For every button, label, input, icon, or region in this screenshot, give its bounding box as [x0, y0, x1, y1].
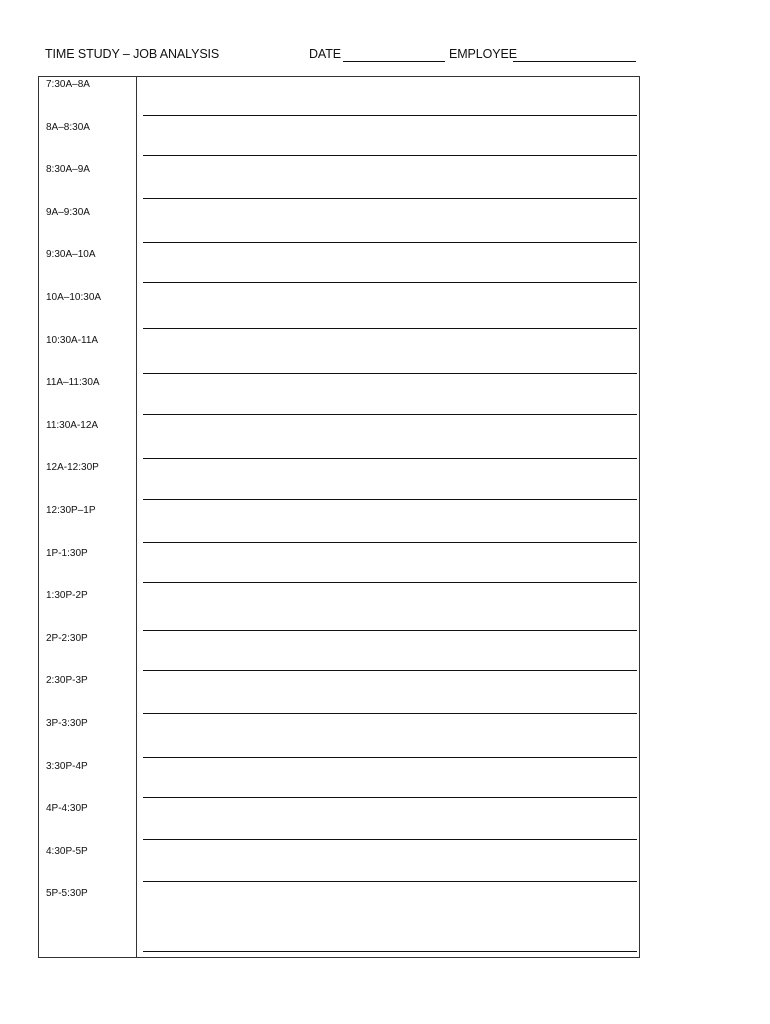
- time-slot-label: 8A–8:30A: [46, 121, 90, 133]
- entry-line[interactable]: [143, 115, 637, 116]
- entry-line[interactable]: [143, 155, 637, 156]
- time-slot-label: 11:30A-12A: [46, 419, 99, 431]
- column-divider: [136, 77, 137, 957]
- date-label: DATE: [309, 47, 342, 61]
- entry-line[interactable]: [143, 670, 637, 671]
- form-title: TIME STUDY – JOB ANALYSIS: [45, 47, 220, 61]
- entry-line[interactable]: [143, 414, 637, 415]
- date-field[interactable]: [343, 61, 445, 62]
- entry-line[interactable]: [143, 713, 637, 714]
- time-slot-label: 10:30A-11A: [46, 334, 99, 346]
- time-slot-label: 2P-2:30P: [46, 632, 88, 644]
- entry-line[interactable]: [143, 499, 637, 500]
- time-slot-label: 8:30A–9A: [46, 164, 90, 176]
- time-slot-label: 3:30P-4P: [46, 760, 88, 772]
- time-slot-label: 4P-4:30P: [46, 803, 88, 815]
- time-slot-label: 7:30A–8A: [46, 79, 90, 90]
- time-slot-label: 10A–10:30A: [46, 292, 102, 303]
- time-slot-label: 1P-1:30P: [46, 547, 88, 559]
- entry-line[interactable]: [143, 881, 637, 882]
- entry-line[interactable]: [143, 458, 637, 459]
- time-slot-label: 9A–9:30A: [46, 206, 90, 218]
- time-slot-label: 1:30P-2P: [46, 590, 88, 602]
- time-slot-label: 2:30P-3P: [46, 675, 88, 687]
- entry-line[interactable]: [143, 757, 637, 758]
- time-slot-label: 9:30A–10A: [46, 249, 96, 261]
- time-slot-label: 11A–11:30A: [46, 377, 100, 389]
- time-slot-label: 12:30P–1P: [46, 505, 96, 516]
- entry-line[interactable]: [143, 242, 637, 243]
- entry-line[interactable]: [143, 582, 637, 583]
- employee-label: EMPLOYEE: [449, 47, 517, 61]
- entry-line[interactable]: [143, 198, 637, 199]
- entry-line[interactable]: [143, 797, 637, 798]
- time-slot-label: 5P-5:30P: [46, 888, 88, 900]
- entry-line[interactable]: [143, 282, 637, 283]
- entry-line[interactable]: [143, 630, 637, 631]
- time-slot-label: 12A-12:30P: [46, 462, 99, 474]
- time-slot-label: 3P-3:30P: [46, 718, 88, 729]
- entry-line[interactable]: [143, 951, 637, 952]
- time-slot-label: 4:30P-5P: [46, 845, 88, 857]
- time-grid: [38, 76, 640, 958]
- form-header: [45, 47, 645, 65]
- entry-line[interactable]: [143, 373, 637, 374]
- entry-line[interactable]: [143, 328, 637, 329]
- employee-field[interactable]: [513, 61, 636, 62]
- entry-line[interactable]: [143, 542, 637, 543]
- entry-line[interactable]: [143, 839, 637, 840]
